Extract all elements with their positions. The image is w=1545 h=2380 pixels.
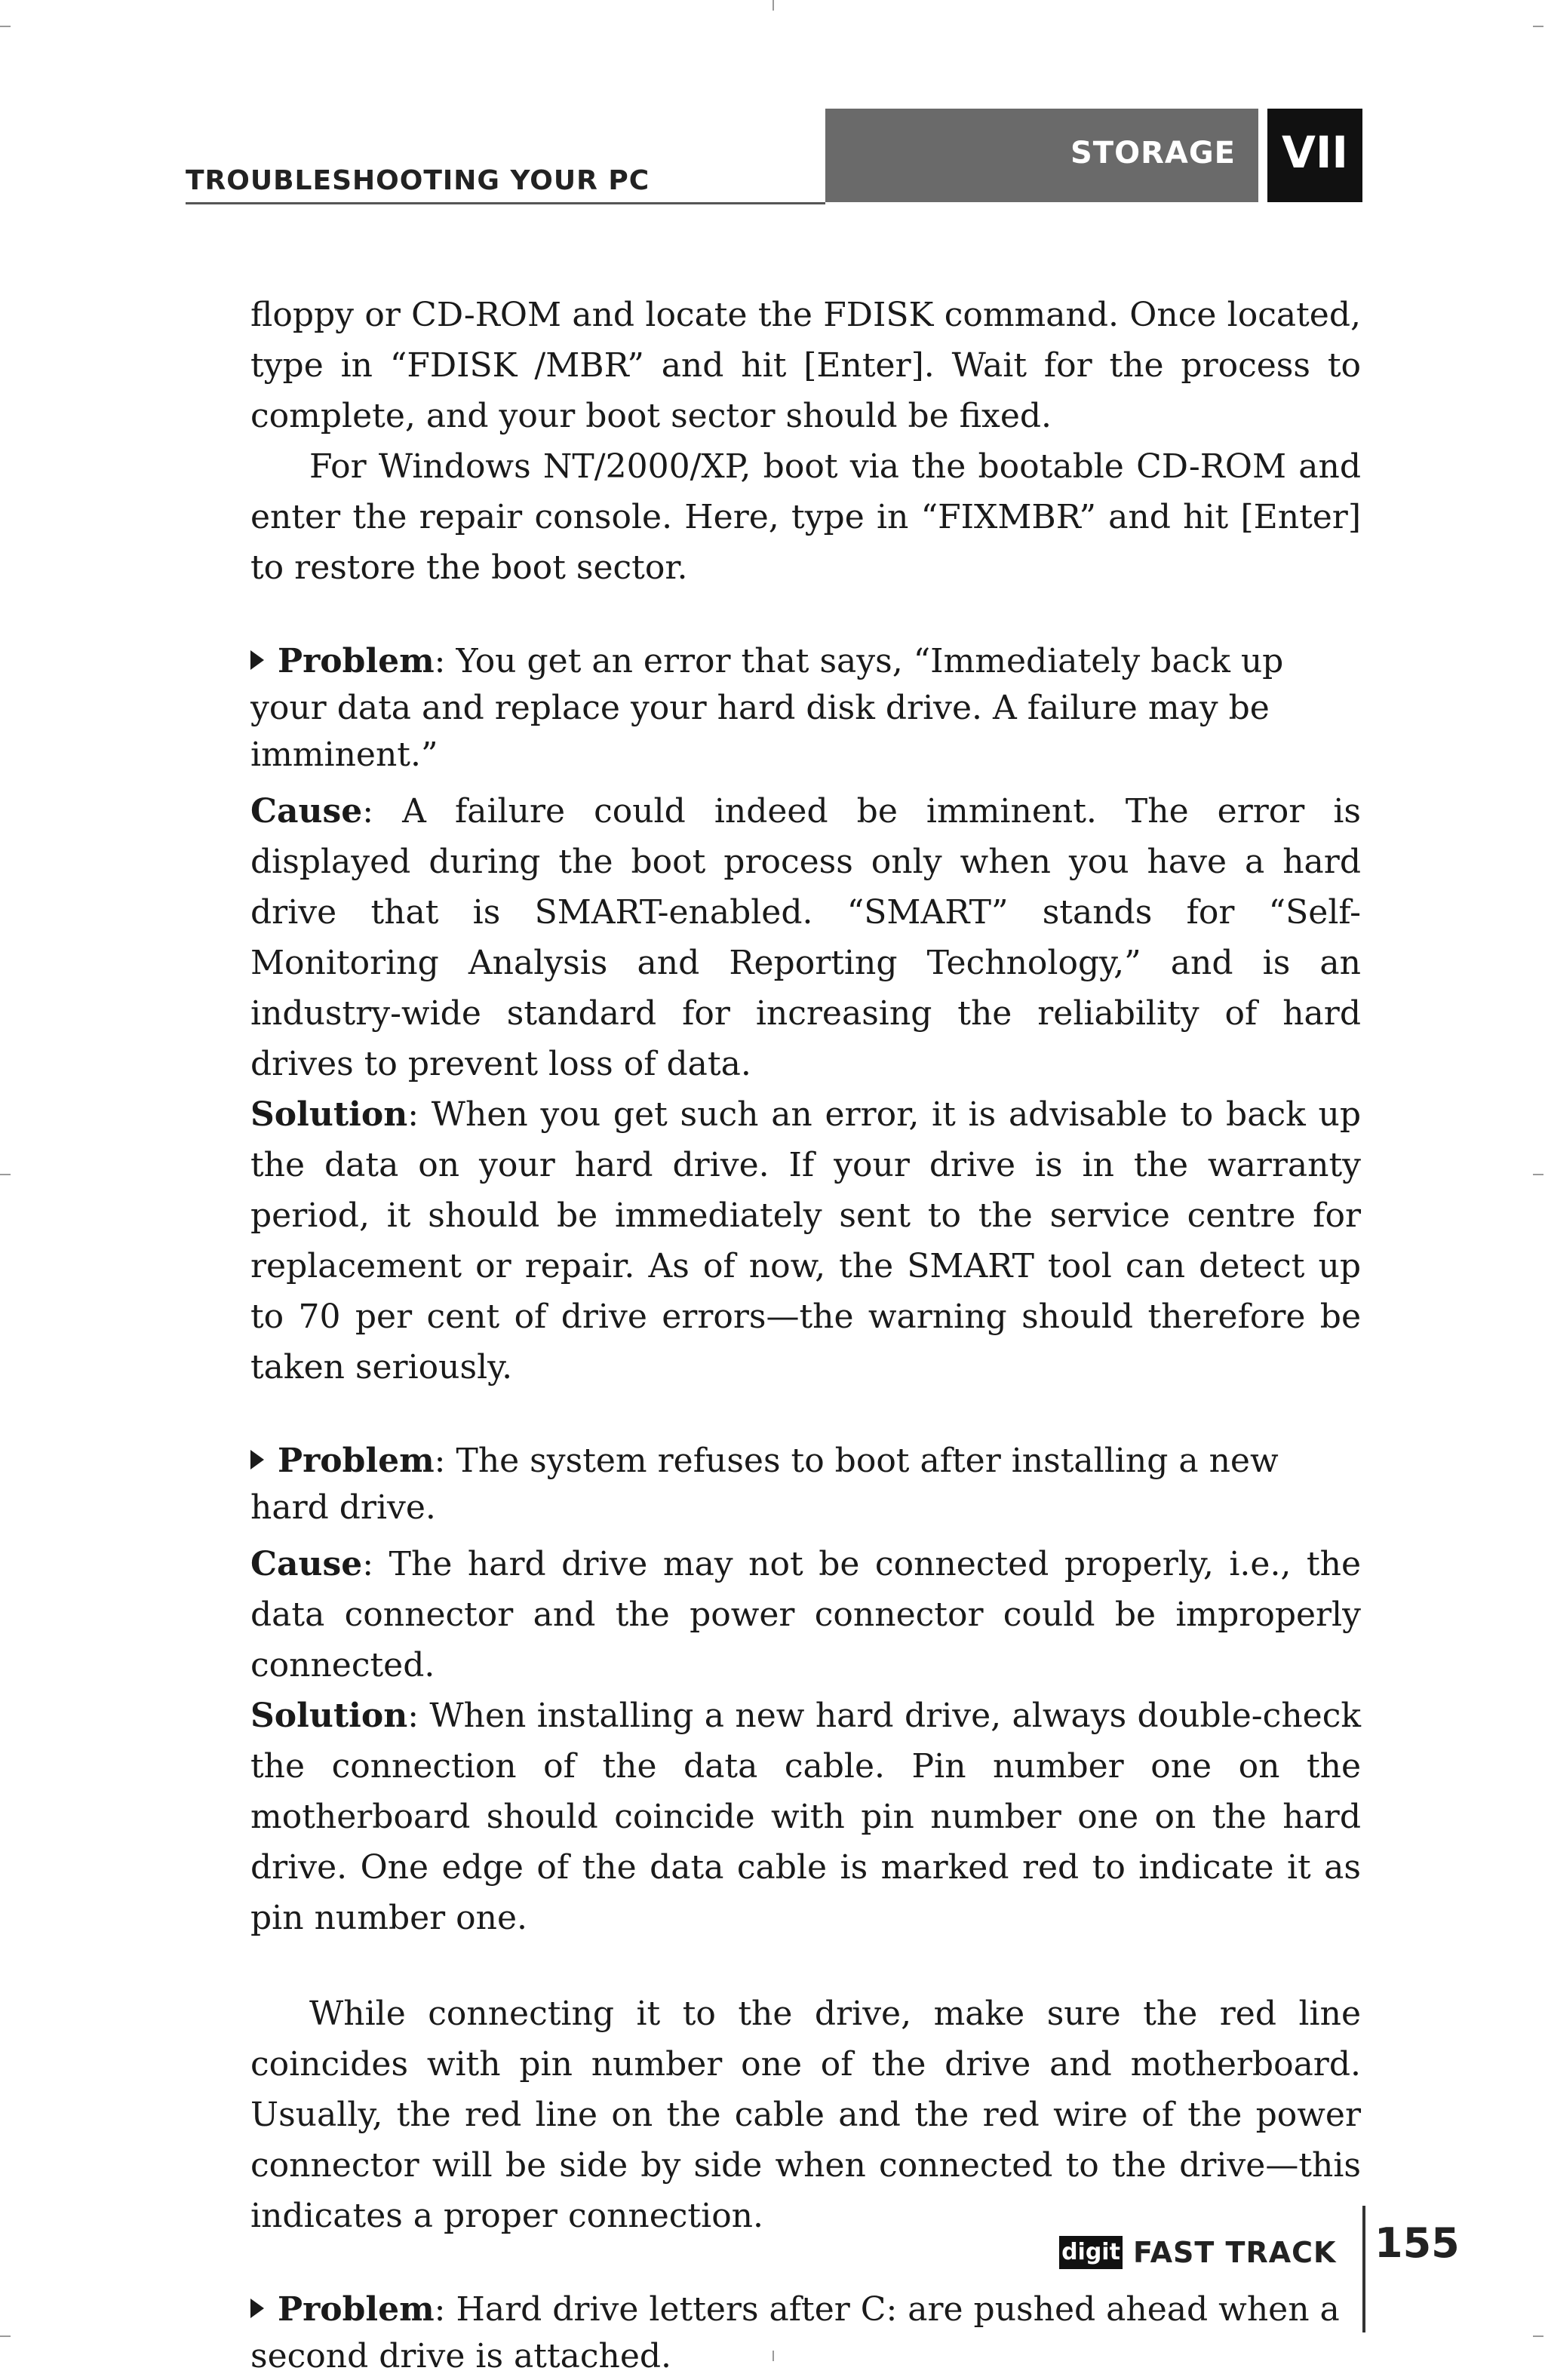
crop-mark: [0, 2335, 11, 2337]
running-header: [186, 148, 825, 204]
crop-mark: [772, 0, 774, 11]
solution-text: : When installing a new hard drive, always double-check the connection of the data cable. Pin number one on the motherboard should coincide with pin number one on the hard drive. One edge of the data cable is marked red to indicate it as pin number one.: [250, 1697, 1361, 1937]
problem-label: Problem: [278, 642, 435, 680]
solution-label: Solution: [250, 1095, 408, 1134]
cause-paragraph: [250, 1539, 1361, 1691]
crop-mark: [1533, 26, 1543, 27]
cause-text: : The hard drive may not be connected properly, i.e., the data connector and the power connector could be improperly connected.: [250, 1545, 1361, 1684]
paragraph: floppy or CD-ROM and locate the FDISK command. Once located, type in “FDISK /MBR” and hit [Enter]. Wait for the process to complete, and your boot sector should be fixed.: [250, 296, 1361, 435]
crop-mark: [0, 26, 11, 27]
problem-heading: [250, 1438, 1361, 1531]
cause-label: Cause: [250, 792, 363, 831]
series-name: FAST TRACK: [1133, 2236, 1337, 2269]
problem-text: : Hard drive letters after C: are pushed ahead when a second drive is attached.: [250, 2290, 1340, 2375]
chapter-number: VII: [1281, 127, 1349, 178]
section-tab: [825, 109, 1258, 202]
page-number: 155: [1375, 2219, 1460, 2267]
chapter-tab: [1267, 109, 1362, 202]
triangle-bullet-icon: [250, 1450, 264, 1469]
problem-heading: [250, 638, 1361, 778]
cause-paragraph: [250, 786, 1361, 1089]
crop-mark: [0, 1174, 11, 1175]
solution-label: Solution: [250, 1697, 408, 1735]
footer-divider: [1362, 2206, 1365, 2332]
page-body: [250, 290, 1361, 2380]
triangle-bullet-icon: [250, 2299, 264, 2318]
digit-logo: digit: [1059, 2236, 1123, 2269]
problem-text: : You get an error that says, “Immediately back up your data and replace your hard disk drive. A failure may be imminent.”: [250, 642, 1284, 774]
paragraph: While connecting it to the drive, make sure the red line coincides with pin number one of the drive and motherboard. Usually, the red line on the cable and the red wire of the power connector will be side by side when connected to the drive—this indicates a proper connection.: [250, 1995, 1361, 2235]
problem-text: : The system refuses to boot after installing a new hard drive.: [250, 1442, 1279, 1527]
book-title: TROUBLESHOOTING YOUR PC: [186, 165, 650, 196]
crop-mark: [1533, 2335, 1543, 2337]
crop-mark: [1533, 1174, 1543, 1175]
problem-label: Problem: [278, 2290, 435, 2329]
cause-text: : A failure could indeed be imminent. The error is displayed during the boot process only when you have a hard drive that is SMART-enabled. “SMART” stands for “Self-Monitoring Analysis and Reporting Technology,” and is an industry-wide standard for increasing the reliability of hard drives to prevent loss of data.: [250, 792, 1361, 1083]
problem-label: Problem: [278, 1442, 435, 1480]
solution-paragraph: [250, 1089, 1361, 1393]
triangle-bullet-icon: [250, 650, 264, 670]
section-title: STORAGE: [1070, 136, 1236, 170]
solution-text: : When you get such an error, it is advisable to back up the data on your hard drive. If your drive is in the warranty period, it should be immediately sent to the service centre for replacement or repair. As of now, the SMART tool can detect up to 70 per cent of drive errors—the warning should therefore be taken seriously.: [250, 1095, 1361, 1387]
page-footer: [1055, 2206, 1460, 2326]
solution-paragraph: [250, 1691, 1361, 1943]
cause-label: Cause: [250, 1545, 363, 1583]
paragraph: For Windows NT/2000/XP, boot via the bootable CD-ROM and enter the repair console. Here, type in “FIXMBR” and hit [Enter] to restore the boot sector.: [250, 447, 1361, 587]
